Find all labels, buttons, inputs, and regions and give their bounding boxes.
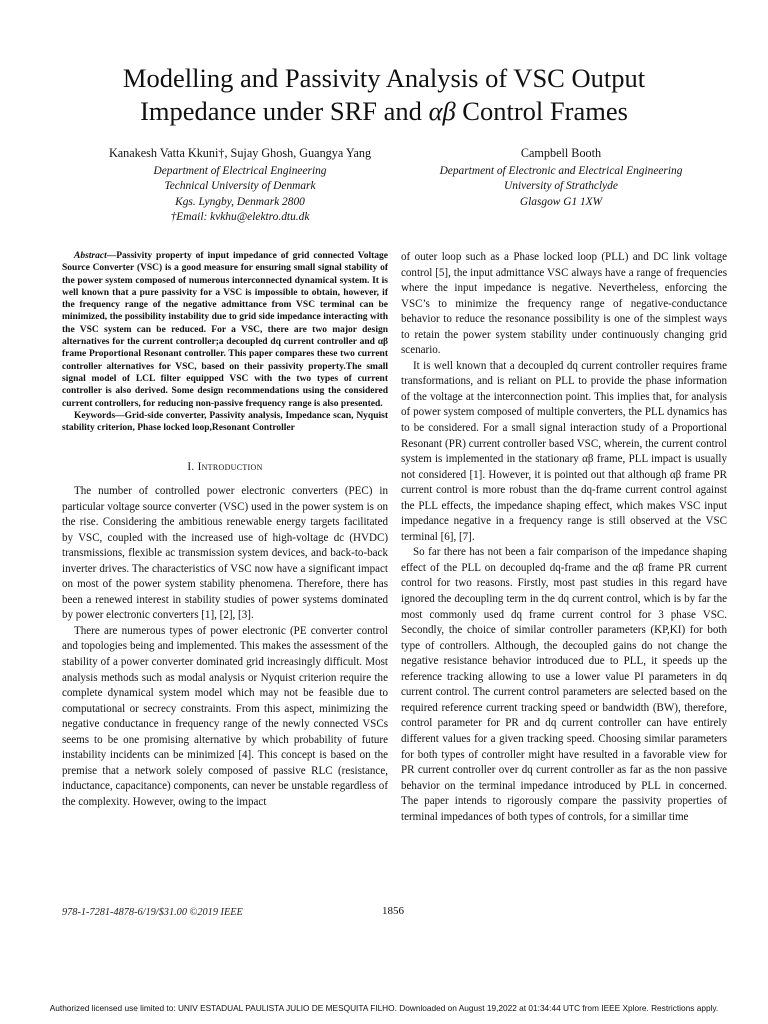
abstract bbox=[62, 250, 388, 410]
author-dept-right: Department of Electronic and Electrical Engineering bbox=[439, 164, 683, 177]
author-addr-left: Kgs. Lyngby, Denmark 2800 bbox=[175, 195, 305, 208]
section-title: Introduction bbox=[197, 461, 263, 474]
title-line-2-post: Control Frames bbox=[455, 96, 628, 126]
body-paragraph: The number of controlled power electronic converters (PEC) in particular voltage source converter (VSC) used in the power system is on the rise. Considering the ambitious renewable energy targets facilitated by VSC, coupled with the increased use of high-voltage dc (HVDC) transmissions, flexible ac transmission system devices, and back-to-back inverter drives. The characteristics of VSC now have a significant impact on most of the power system stability phenomena. Therefore, there has been a renewed interest in stability studies of power systems dominated by power electronic converters [1], [2], [3]. bbox=[62, 485, 388, 622]
abstract-text: —Passivity property of input impedance of grid connected Voltage Source Converter (VSC) is a good measure for ensuring small signal stability of the power system composed of numerous interconnected dynamical system. It is well known that a pure passivity for a VSC is impossible to obtain, however, if the frequency range of the negative admittance from VSC terminal can be minimized, the possibility instability due to grid side impedance interacting with the VSC system can be reduced. For a VSC, there are two major design alternatives for the current controller;a decoupled dq current controller and αβ frame Proportional Resonant controller. This paper compares these two current controller alternatives for VSC, based on their passivity property.The small signal model of LCL filter equipped VSC with the two types of current controller is also derived. Some design recommendations using the considered current controllers, for reducing non-passive frequency range is also presented. bbox=[62, 251, 388, 409]
author-block-right bbox=[400, 146, 722, 210]
abstract-label: Abstract bbox=[74, 251, 107, 261]
section-heading bbox=[62, 460, 388, 476]
author-univ-left: Technical University of Denmark bbox=[164, 180, 316, 192]
author-addr-right: Glasgow G1 1XW bbox=[519, 195, 603, 208]
access-notice: Authorized licensed use limited to: UNIV ESTADUAL PAULISTA JULIO DE MESQUITA FILHO. Downloaded on August 19,2022 at 01:34:44 UTC from IEEE Xplore. Restrictions apply. bbox=[49, 1003, 719, 1013]
body-paragraph-continuation: of outer loop such as a Phase locked loop (PLL) and DC link voltage control [5], the input admittance VSC always have a range of frequencies where the input impedance is negative. Nevertheless, enforcing the VSC’s to minimize the frequency range of negative-conductance behavior to reduce the resonance possibility is one of the simplest ways to retain the power system stability under continuously changing grid scenario. bbox=[401, 251, 727, 357]
title-line-1: Modelling and Passivity Analysis of VSC Output bbox=[122, 63, 646, 93]
section-number: I. bbox=[187, 461, 195, 474]
body-paragraph: It is well known that a decoupled dq current controller requires frame transformations, and is reliant on PLL to provide the phase information of the voltage at the interconnection point. This implies that, for analysis of power system composed of multiple converters, the PLL dynamics has to be considered. For a small signal interaction study of a Proportional Resonant (PR) current controller based VSC, wherein, the current control system is implemented in the stationary αβ frame, PLL impact is usually not considered [1]. However, it is pointed out that although αβ frame PR current control is more robust than the dq-frame current control against the PLL effects, the impedance shaping effect, which makes VSC input impedance negative in a frequency range is still observed at the VSC terminal [6], [7]. bbox=[401, 359, 727, 543]
footer-isbn: 978-1-7281-4878-6/19/$31.00 ©2019 IEEE bbox=[62, 907, 243, 918]
keywords: Keywords—Grid-side converter, Passivity analysis, Impedance scan, Nyquist stability criterion, Phase locked loop,Resonant Controller bbox=[62, 410, 388, 434]
left-column bbox=[62, 250, 388, 810]
author-block-left bbox=[70, 146, 410, 226]
title-line-2-pre: Impedance under SRF and bbox=[140, 96, 429, 126]
author-names-right: Campbell Booth bbox=[520, 146, 602, 160]
body-paragraph: There are numerous types of power electronic (PE converter control and topologies being and implemented. This makes the assessment of the stability of a power converter dominated grid increasingly difficult. Most analysis methods such as modal analysis or Nyquist criterion require the complete dynamical system model which may not be feasible due to computational or secrecy constraints. From this aspect, minimizing the negative conductance in frequency range of the newly connected VSCs seems to be one promising alternative by which probability of future instability incidents can be minimized [4]. This concept is based on the premise that a network solely composed of passive RLC (resistance, inductance, capacitance) components, can never be unstable regardless of the complexity. However, owing to the impact bbox=[62, 624, 388, 808]
paper-title bbox=[40, 62, 728, 128]
right-column bbox=[401, 250, 727, 825]
author-univ-right: University of Strathclyde bbox=[504, 180, 618, 192]
body-paragraph: So far there has not been a fair comparison of the impedance shaping effect of the PLL on decoupled dq-frame and the αβ frame PR current control for two reasons. Firstly, most past studies in this regard have ignored the decoupling term in the dq current control, which is by far the most commonly used dq frame current control for 3 phase VSC. Secondly, the choice of similar controller parameters (KP,KI) for both type of controllers. Although, the decoupled gains do not change the negative resistance behavior introduced due to PLL, it speeds up the reference tracking allowing to use a lower value PI parameters in dq current control. The current control parameters are selected based on the required reference current tracking speed or bandwidth (BW), therefore, control parameter for PR and dq current controller can have entirely different values for a given tracking speed. Choosing similar parameters for both types of controller might have resulted in a favorable view for PR current controller over dq current controller as far as the non passive behavior on the terminal impedance introduced by PLL in concerned. The paper intends to rigorously compare the passivity properties of terminal impedances of both types of controls, for a simillar time bbox=[401, 546, 727, 823]
title-line-2 bbox=[40, 95, 728, 128]
author-names-left: Kanakesh Vatta Kkuni†, Sujay Ghosh, Guangya Yang bbox=[108, 146, 372, 160]
title-greek-alpha-beta: αβ bbox=[428, 96, 456, 126]
author-email-left: †Email: kvkhu@elektro.dtu.dk bbox=[170, 211, 310, 223]
page-number: 1856 bbox=[382, 905, 404, 917]
author-dept-left: Department of Electrical Engineering bbox=[153, 164, 327, 177]
